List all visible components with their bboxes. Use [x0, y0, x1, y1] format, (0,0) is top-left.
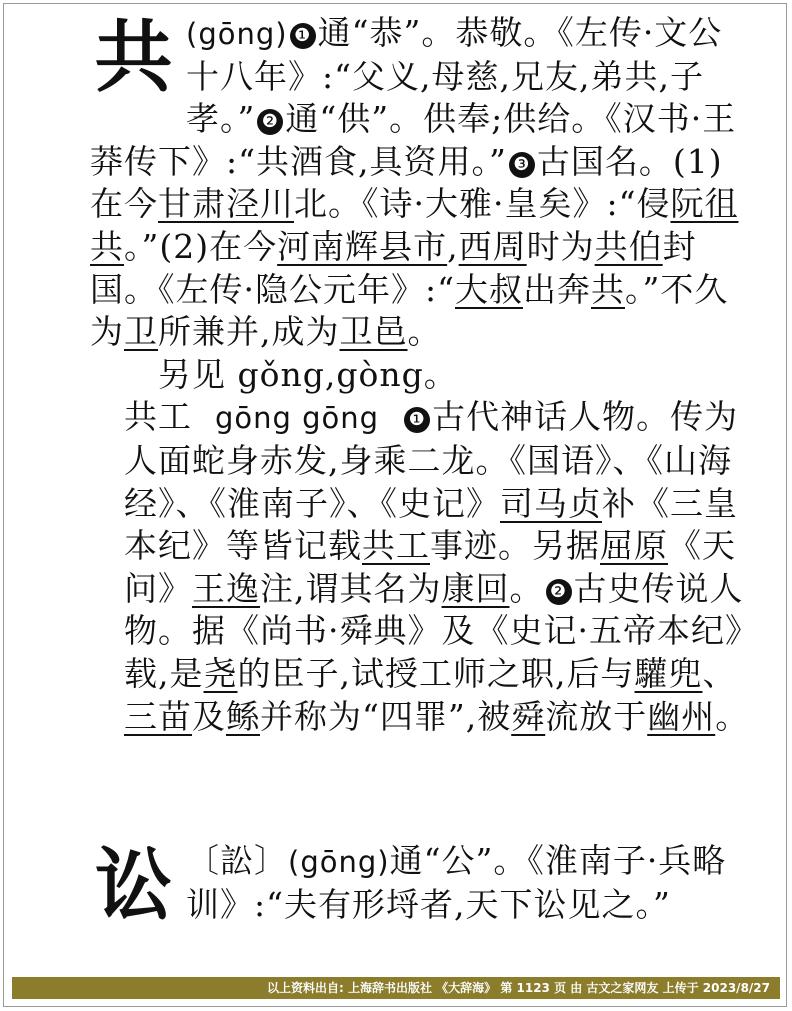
sense-marker-2: ❷ [546, 579, 572, 605]
sense-2-text: 通“供”。供奉;供给。《汉书·王莽传下》:“共酒食,具资用。” [90, 99, 737, 181]
subentry-text: 。 [509, 568, 544, 608]
subentry-text: 注,谓其名为 [260, 568, 442, 608]
sense-3-text: 。”不久为 [90, 269, 729, 352]
person-name: 康回 [441, 568, 510, 608]
person-name: 大叔 [454, 269, 523, 309]
subentry-gonggong [90, 396, 750, 738]
place-name: 卫 [124, 312, 158, 352]
subentry-text: 古代神话人物。传为人面蛇身赤发,身乘二龙。《国语》、《山海经》、《淮南子》、《史记》 [124, 397, 739, 523]
entry-definition [90, 12, 750, 354]
pinyin: (gōng) [186, 17, 288, 51]
person-name: 共伯 [594, 226, 663, 266]
person-name: 鲧 [226, 696, 260, 736]
subentry-text: 流放于 [545, 696, 648, 736]
place-name: 甘肃泾川 [158, 184, 294, 224]
sense-marker-3: ❸ [509, 152, 535, 178]
subentry-text: 、 [702, 653, 737, 693]
person-name: 王逸 [192, 568, 260, 608]
subentry-text: 《天问》 [124, 526, 736, 608]
sense-3-text: 古国名。(1)在今 [90, 141, 723, 224]
dynasty-name: 西周 [458, 226, 527, 266]
person-name: 共工 [362, 526, 430, 566]
place-name: 河南辉县市 [277, 226, 448, 266]
dictionary-entry-song [90, 840, 750, 931]
person-name: 驩兜 [634, 653, 703, 693]
subentry-pinyin: gōng gōng [214, 401, 380, 436]
place-name: 卫邑 [339, 312, 408, 352]
subentry-text: 补《三皇本纪》等皆记载 [124, 483, 738, 566]
subentry-text: 及 [192, 696, 226, 736]
subentry-text: 古史传说人物。据《尚书·舜典》及《史记·五帝本纪》载,是 [124, 568, 744, 693]
entry-definition [90, 840, 750, 931]
variant-form: 〔訟〕 [186, 841, 288, 880]
person-name: 三苗 [124, 696, 192, 736]
subentry-text: 并称为“四罪”,被 [260, 696, 512, 736]
source-footer: 以上资料出自: 上海辞书出版社 《大辞海》 第 1123 页 由 古文之家网友 上传于 2023/8/27 [12, 977, 780, 999]
person-name: 屈原 [600, 526, 668, 566]
sense-3-text: 时为 [526, 226, 595, 266]
definition-text: 通“公”。《淮南子·兵略训》:“夫有形埒者,天下讼见之。” [186, 841, 727, 924]
person-name: 舜 [511, 696, 546, 736]
subentry-text: 。 [715, 696, 750, 736]
sense-3-text: , [447, 226, 459, 266]
sense-1-text: 通“恭”。恭敬。《左传·文公十八年》:“父义,母慈,兄友,弟共,子孝。” [186, 13, 723, 139]
subentry-text: 事迹。另据 [430, 526, 600, 566]
sense-marker-2: ❷ [257, 109, 283, 135]
place-name: 共 [590, 269, 625, 309]
subentry-text: 的臣子,试授工师之职,后与 [237, 653, 635, 693]
headword: 共 [94, 12, 174, 103]
sense-3-text: 北。《诗·大雅·皇矣》:“侵 [294, 184, 671, 224]
dictionary-entry-gong [90, 12, 750, 738]
headword: 讼 [94, 840, 174, 931]
place-name: 幽州 [647, 696, 716, 736]
sense-marker-1: ❶ [404, 407, 430, 433]
pinyin: (gōng) [288, 845, 390, 879]
person-name: 尧 [203, 653, 238, 693]
see-also: 另见 gǒng,gòng。 [158, 354, 458, 394]
place-name: 阮徂共 [90, 184, 739, 266]
sense-3-text: 。 [407, 312, 442, 352]
sense-3-text: 封国。《左传·隐公元年》:“ [90, 226, 697, 309]
sense-3-text: 。”(2)在今 [124, 226, 278, 266]
subentry-term: 共工 [124, 397, 192, 437]
person-name: 司马贞 [500, 483, 602, 523]
sense-marker-1: ❶ [290, 23, 316, 49]
sense-3-text: 出奔 [522, 269, 591, 309]
sense-3-text: 所兼并,成为 [158, 312, 340, 352]
